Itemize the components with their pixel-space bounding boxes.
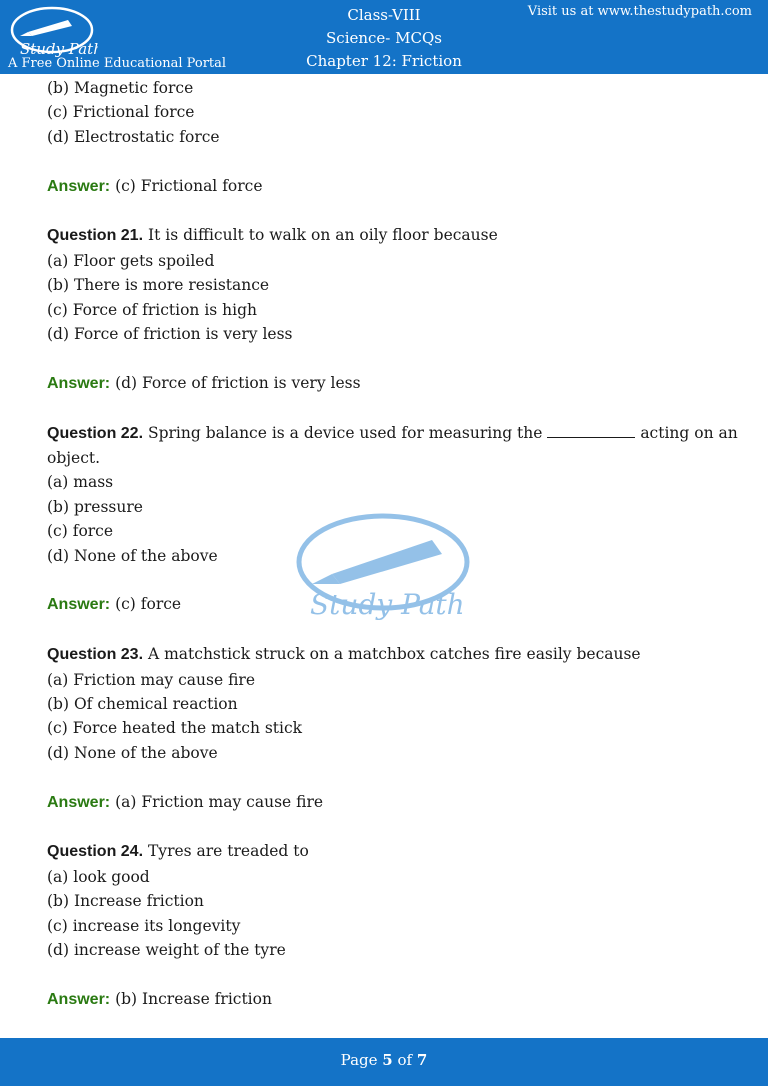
- class-label: Class-VIII: [347, 6, 421, 24]
- q20-option-d: (d) Electrostatic force: [47, 127, 220, 146]
- answer-text: (c) force: [115, 595, 182, 614]
- answer-label: Answer:: [47, 177, 111, 195]
- of-word: of: [397, 1051, 413, 1069]
- q21-question: [47, 223, 737, 248]
- q23-option-b: (b) Of chemical reaction: [47, 695, 238, 714]
- q22-option-d: (d) None of the above: [47, 546, 218, 565]
- question-label: Question 23.: [47, 646, 144, 664]
- question-label: Question 22.: [47, 424, 144, 442]
- q21-option-a: (a) Floor gets spoiled: [47, 251, 215, 270]
- question-text: It is difficult to walk on an oily floor because: [147, 226, 498, 245]
- visit-link[interactable]: Visit us at www.thestudypath.com: [527, 4, 752, 19]
- answer-text: (b) Increase friction: [115, 989, 272, 1008]
- q23-option-a: (a) Friction may cause fire: [47, 670, 255, 689]
- q24-option-c: (c) increase its longevity: [47, 916, 241, 935]
- q22-question: [47, 421, 737, 446]
- question-label: Question 24.: [47, 843, 144, 861]
- answer-label: Answer:: [47, 793, 111, 811]
- q23-answer: [47, 790, 737, 815]
- q23-question: [47, 642, 737, 667]
- q24-answer: [47, 987, 737, 1012]
- watermark-text: Study Path: [310, 588, 465, 621]
- answer-label: Answer:: [47, 374, 111, 392]
- q23-option-d: (d) None of the above: [47, 743, 218, 762]
- q24-option-d: (d) increase weight of the tyre: [47, 941, 286, 960]
- logo-text: Study Path: [20, 40, 98, 58]
- q20-option-c: (c) Frictional force: [47, 103, 195, 122]
- question-text-after: acting on an: [640, 423, 738, 442]
- answer-text: (c) Frictional force: [115, 176, 263, 195]
- answer-label: Answer:: [47, 596, 111, 614]
- current-page: 5: [382, 1051, 393, 1069]
- chapter-label: Chapter 12: Friction: [306, 52, 462, 70]
- page-footer: [0, 1038, 768, 1086]
- question-label: Question 21.: [47, 227, 144, 245]
- q22-option-c: (c) force: [47, 522, 114, 541]
- header-title: [234, 4, 534, 73]
- answer-label: Answer:: [47, 990, 111, 1008]
- q23-option-c: (c) Force heated the match stick: [47, 719, 303, 738]
- q24-option-a: (a) look good: [47, 867, 150, 886]
- q24-question: [47, 839, 737, 864]
- fill-blank: [547, 423, 635, 438]
- total-pages: 7: [416, 1051, 428, 1069]
- question-text: A matchstick struck on a matchbox catches fire easily because: [147, 645, 641, 664]
- q22-option-a: (a) mass: [47, 473, 114, 492]
- question-text: Spring balance is a device used for measuring the: [147, 423, 543, 442]
- q22-option-b: (b) pressure: [47, 497, 143, 516]
- question-text: Tyres are treaded to: [147, 842, 309, 861]
- q21-option-b: (b) There is more resistance: [47, 276, 270, 295]
- q24-option-b: (b) Increase friction: [47, 892, 204, 911]
- page-word: Page: [340, 1051, 378, 1069]
- page-header: [0, 0, 768, 74]
- subject-label: Science- MCQs: [326, 29, 442, 47]
- study-path-logo: [6, 4, 98, 58]
- q20-answer: [47, 174, 737, 199]
- q21-answer: [47, 371, 737, 396]
- tagline: A Free Online Educational Portal: [8, 56, 227, 71]
- q20-option-b: (b) Magnetic force: [47, 79, 194, 97]
- answer-text: (d) Force of friction is very less: [115, 373, 361, 392]
- answer-text: (a) Friction may cause fire: [115, 792, 324, 811]
- q21-option-d: (d) Force of friction is very less: [47, 325, 293, 344]
- q22-question-cont: object.: [47, 449, 101, 468]
- page-content: [47, 76, 737, 1012]
- q22-answer: [47, 592, 737, 617]
- q21-option-c: (c) Force of friction is high: [47, 300, 258, 319]
